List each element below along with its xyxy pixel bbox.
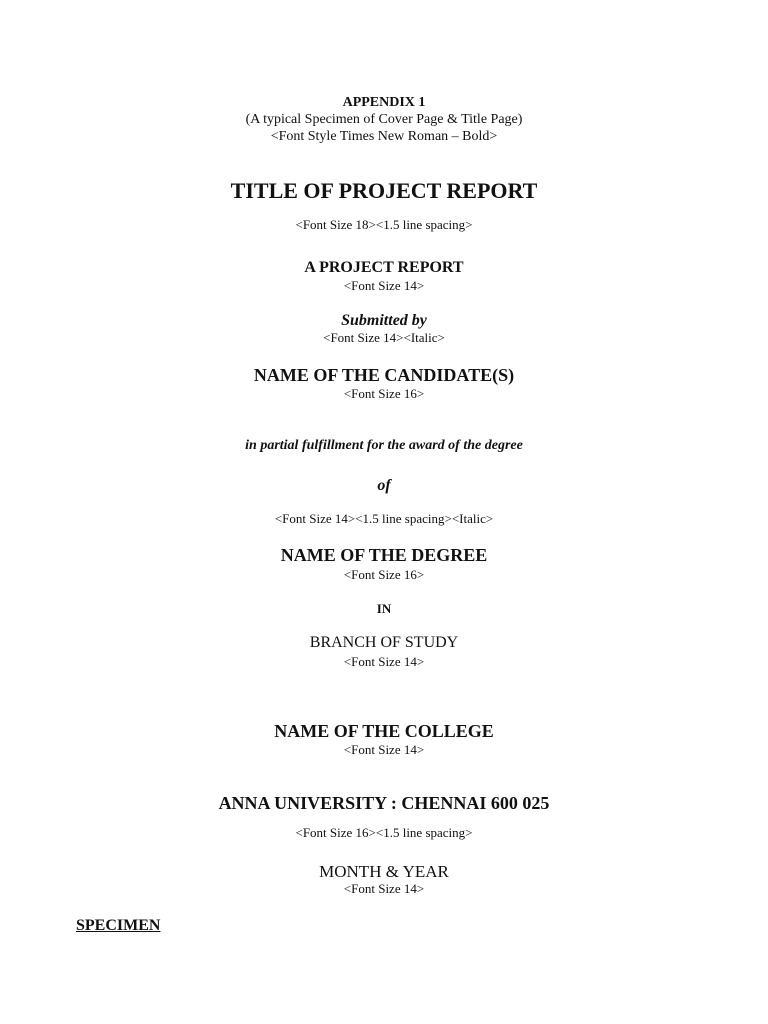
award-note: <Font Size 14><1.5 line spacing><Italic> xyxy=(274,511,494,526)
award-of: of xyxy=(377,477,391,494)
branch-note: <Font Size 14> xyxy=(343,654,425,669)
university-note: <Font Size 16><1.5 line spacing> xyxy=(295,825,473,840)
in-label: IN xyxy=(376,601,392,616)
month-year-heading: MONTH & YEAR xyxy=(319,862,449,881)
appendix-font-note: <Font Style Times New Roman – Bold> xyxy=(270,129,498,144)
report-note: <Font Size 14> xyxy=(343,278,425,293)
college-note: <Font Size 14> xyxy=(343,742,425,757)
branch-heading: BRANCH OF STUDY xyxy=(309,634,459,651)
award-text: in partial fulfillment for the award of the degree xyxy=(245,438,523,453)
degree-heading: NAME OF THE DEGREE xyxy=(280,545,488,565)
title-note: <Font Size 18><1.5 line spacing> xyxy=(295,217,473,232)
submitted-note: <Font Size 14><Italic> xyxy=(323,330,445,345)
candidate-note: <Font Size 16> xyxy=(343,386,425,401)
appendix-subheading: (A typical Specimen of Cover Page & Title Page) xyxy=(245,112,523,127)
report-heading: A PROJECT REPORT xyxy=(304,259,464,276)
title-heading: TITLE OF PROJECT REPORT xyxy=(230,178,538,203)
appendix-heading: APPENDIX 1 xyxy=(342,95,426,110)
submitted-heading: Submitted by xyxy=(341,312,427,329)
college-heading: NAME OF THE COLLEGE xyxy=(274,721,494,741)
university-heading: ANNA UNIVERSITY : CHENNAI 600 025 xyxy=(218,793,550,813)
specimen-label: SPECIMEN xyxy=(76,917,161,934)
month-year-note: <Font Size 14> xyxy=(343,881,425,896)
candidate-heading: NAME OF THE CANDIDATE(S) xyxy=(253,365,515,385)
degree-note: <Font Size 16> xyxy=(343,567,425,582)
